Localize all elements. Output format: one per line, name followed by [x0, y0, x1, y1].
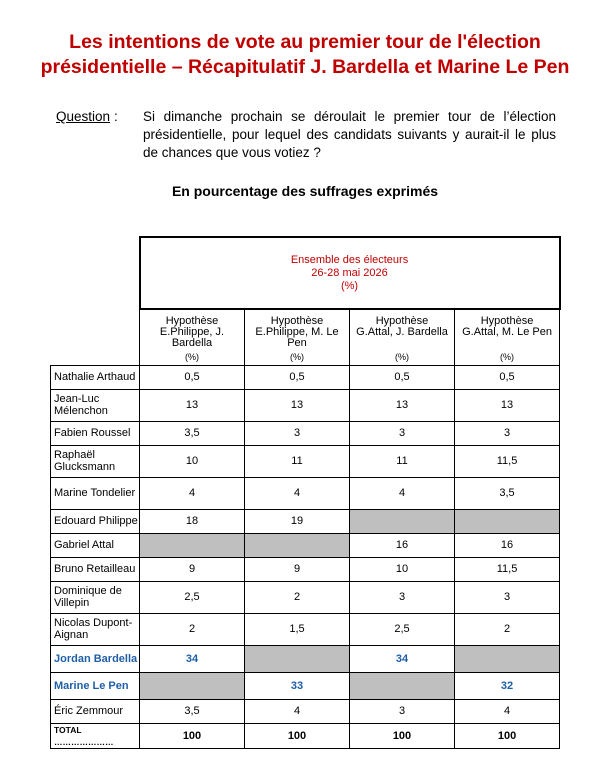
question-text: Si dimanche prochain se déroulait le premier tour de l’élection présidentielle, pour lequel des candidats suivants y aurait-il le plus de chances que vous votiez ?	[143, 109, 556, 160]
results-table	[50, 236, 561, 749]
candidate-name: Marine Tondelier	[51, 477, 140, 509]
ensemble-label: Ensemble des électeurs	[290, 253, 409, 266]
value-cell: 1,5	[245, 613, 350, 645]
value-cell: 4	[245, 699, 350, 723]
value-cell: 3	[455, 581, 560, 613]
table-row	[51, 581, 560, 613]
table-row	[51, 645, 560, 672]
value-cell: 0,5	[245, 365, 350, 389]
table-row	[51, 509, 560, 533]
value-cell: 3,5	[140, 699, 245, 723]
hypothesis-4-label: Hypothèse	[480, 315, 534, 327]
hypothesis-3-label: Hypothèse	[375, 315, 429, 327]
value-cell: 9	[245, 557, 350, 581]
value-cell: 16	[350, 533, 455, 557]
candidate-name: Jean-Luc Mélenchon	[51, 389, 140, 421]
hypothesis-3-candidates: G.Attal, J. Bardella	[356, 326, 448, 338]
value-cell: 2,5	[140, 581, 245, 613]
hypothesis-header-2	[245, 309, 350, 365]
table-body	[51, 365, 560, 748]
empty-cell	[350, 509, 455, 533]
value-cell: 9	[140, 557, 245, 581]
header-corner	[51, 237, 140, 309]
title-line-2: présidentielle – Récapitulatif J. Bardella et Marine Le Pen	[40, 56, 570, 78]
value-cell: 100	[245, 723, 350, 748]
table-row	[51, 421, 560, 445]
value-cell: 4	[455, 699, 560, 723]
value-cell: 11,5	[455, 557, 560, 581]
table-row	[51, 557, 560, 581]
value-cell: 3	[245, 421, 350, 445]
header-corner-2	[51, 309, 140, 365]
ensemble-header	[140, 237, 560, 309]
value-cell: 16	[455, 533, 560, 557]
ensemble-unit: (%)	[340, 279, 359, 292]
hypothesis-2-label: Hypothèse	[270, 315, 324, 327]
page-title	[0, 30, 610, 80]
value-cell: 3,5	[455, 477, 560, 509]
value-cell: 100	[455, 723, 560, 748]
table-row	[51, 672, 560, 699]
value-cell: 100	[140, 723, 245, 748]
hypothesis-2-candidates: E.Philippe, M. Le Pen	[255, 326, 339, 349]
value-cell: 11	[350, 445, 455, 477]
table-row	[51, 445, 560, 477]
hypothesis-1-label: Hypothèse	[165, 315, 219, 327]
table-row	[51, 365, 560, 389]
candidate-name: Nathalie Arthaud	[51, 365, 140, 389]
candidate-name: Jordan Bardella	[51, 645, 140, 672]
empty-cell	[455, 509, 560, 533]
value-cell: 33	[245, 672, 350, 699]
table-row	[51, 533, 560, 557]
value-cell: 4	[350, 477, 455, 509]
value-cell: 2	[455, 613, 560, 645]
value-cell: 3	[350, 421, 455, 445]
hypothesis-3-unit: (%)	[395, 352, 409, 362]
value-cell: 2,5	[350, 613, 455, 645]
hypothesis-2-unit: (%)	[290, 352, 304, 362]
candidate-name: Raphaël Glucksmann	[51, 445, 140, 477]
value-cell: 32	[455, 672, 560, 699]
candidate-name: Edouard Philippe	[51, 509, 140, 533]
hypothesis-4-candidates: G.Attal, M. Le Pen	[462, 326, 552, 338]
hypothesis-4-unit: (%)	[500, 352, 515, 362]
value-cell: 13	[455, 389, 560, 421]
value-cell: 18	[140, 509, 245, 533]
question-label: Question	[56, 109, 111, 124]
value-cell: 0,5	[140, 365, 245, 389]
value-cell: 2	[245, 581, 350, 613]
value-cell: 13	[350, 389, 455, 421]
value-cell: 0,5	[350, 365, 455, 389]
value-cell: 4	[140, 477, 245, 509]
candidate-name: Nicolas Dupont-Aignan	[51, 613, 140, 645]
table-subtitle: En pourcentage des suffrages exprimés	[171, 183, 439, 199]
table-row	[51, 613, 560, 645]
value-cell: 4	[245, 477, 350, 509]
empty-cell	[350, 672, 455, 699]
value-cell: 34	[350, 645, 455, 672]
question-colon: :	[114, 109, 118, 124]
table-row	[51, 699, 560, 723]
table-row	[51, 477, 560, 509]
candidate-name: Marine Le Pen	[51, 672, 140, 699]
hypothesis-header-3	[350, 309, 455, 365]
ensemble-date: 26-28 mai 2026	[311, 266, 388, 279]
value-cell: 34	[140, 645, 245, 672]
value-cell: 11	[245, 445, 350, 477]
table-row	[51, 389, 560, 421]
value-cell: 100	[350, 723, 455, 748]
value-cell: 13	[140, 389, 245, 421]
empty-cell	[245, 645, 350, 672]
empty-cell	[140, 533, 245, 557]
value-cell: 3	[350, 581, 455, 613]
value-cell: 2	[140, 613, 245, 645]
empty-cell	[245, 533, 350, 557]
value-cell: 3	[455, 421, 560, 445]
title-line-1: Les intentions de vote au premier tour de l'élection	[69, 31, 541, 53]
empty-cell	[140, 672, 245, 699]
value-cell: 3	[350, 699, 455, 723]
hypothesis-header-4	[455, 309, 560, 365]
value-cell: 3,5	[140, 421, 245, 445]
hypothesis-1-unit: (%)	[185, 352, 199, 362]
value-cell: 11,5	[455, 445, 560, 477]
hypothesis-header-1	[140, 309, 245, 365]
candidate-name: Bruno Retailleau	[51, 557, 140, 581]
value-cell: 10	[350, 557, 455, 581]
value-cell: 19	[245, 509, 350, 533]
value-cell: 0,5	[455, 365, 560, 389]
empty-cell	[455, 645, 560, 672]
candidate-name: Gabriel Attal	[51, 533, 140, 557]
hypothesis-1-candidates: E.Philippe, J. Bardella	[159, 326, 225, 349]
value-cell: 13	[245, 389, 350, 421]
value-cell: 10	[140, 445, 245, 477]
candidate-name: TOTAL …………………	[51, 723, 140, 748]
candidate-name: Dominique de Villepin	[51, 581, 140, 613]
table-row	[51, 723, 560, 748]
candidate-name: Fabien Roussel	[51, 421, 140, 445]
candidate-name: Éric Zemmour	[51, 699, 140, 723]
